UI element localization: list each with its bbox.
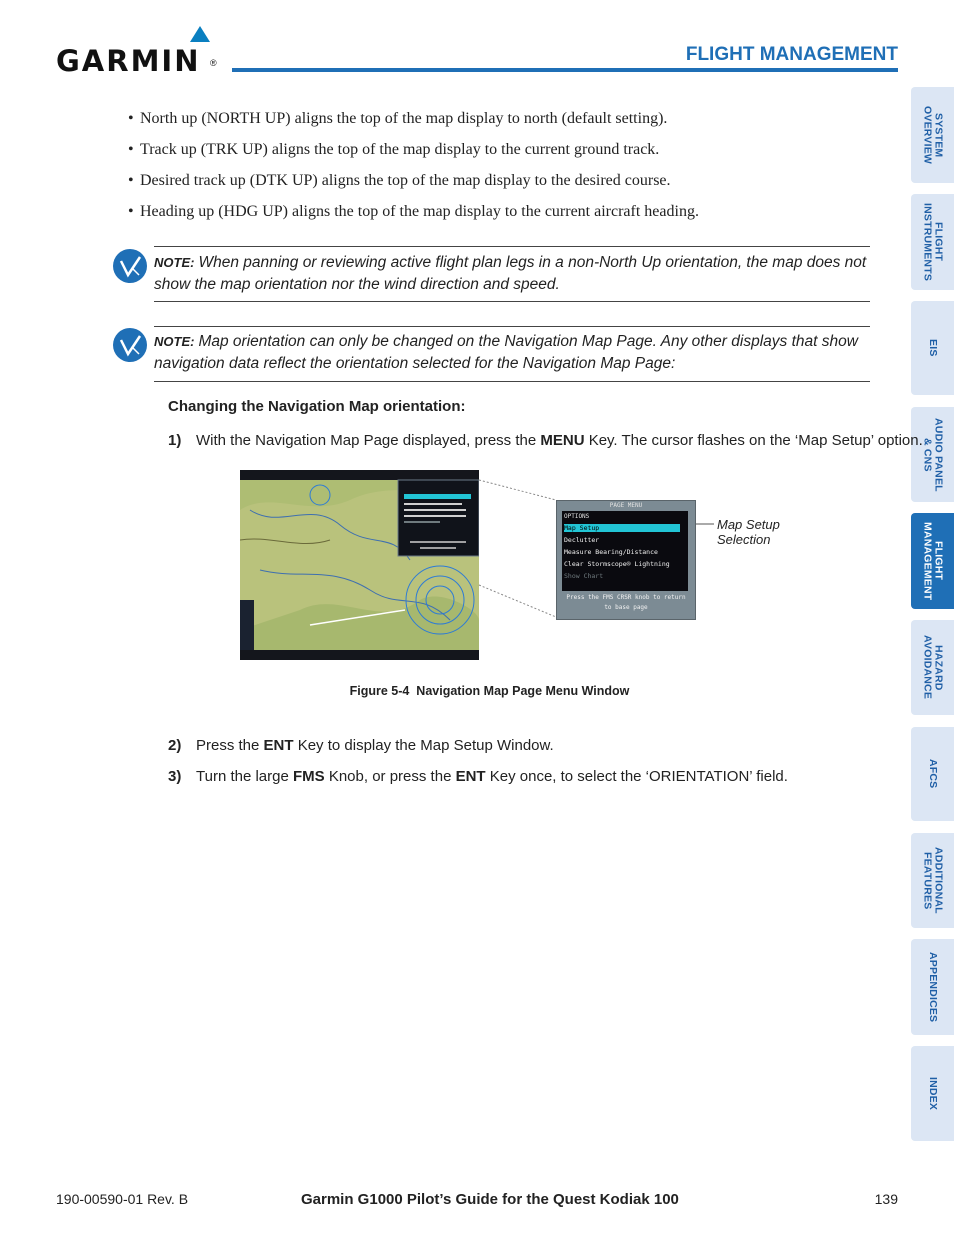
hint-line: to base page	[604, 604, 648, 611]
logo-registered-mark: ®	[210, 58, 217, 68]
list-item: • North up (NORTH UP) aligns the top of the map display to north (default setting).	[128, 110, 888, 141]
footer-title: Garmin G1000 Pilot’s Guide for the Quest Kodiak 100	[301, 1191, 679, 1208]
key-name: MENU	[540, 432, 585, 449]
step-text: Turn the large	[196, 768, 293, 785]
note-label: NOTE:	[154, 255, 195, 270]
step-number: 1)	[168, 432, 182, 449]
note-text: When panning or reviewing active flight plan legs in a non-North Up orientation, the map does not show the map orientation nor the wind direction and speed.	[154, 254, 867, 293]
figure-title: Navigation Map Page Menu Window	[416, 684, 630, 698]
step-number: 2)	[168, 737, 182, 754]
step-text: Knob, or press the	[324, 768, 456, 785]
hint-line: Press the FMS CRSR knob to return	[566, 594, 686, 601]
menu-item-clear-stormscope[interactable]: Clear Stormscope® Lightning	[564, 560, 670, 568]
menu-item-map-setup[interactable]: Map Setup	[564, 524, 680, 532]
tab-label: ADDITIONAL FEATURES	[921, 847, 945, 914]
page-menu-hint	[557, 593, 695, 613]
tab-label: SYSTEM OVERVIEW	[921, 105, 945, 164]
menu-item-show-chart: Show Chart	[564, 572, 604, 580]
options-label: OPTIONS	[564, 513, 590, 520]
procedure-heading: Changing the Navigation Map orientation:	[168, 398, 466, 415]
tab-label: FLIGHT INSTRUMENTS	[921, 202, 945, 282]
note-text: Map orientation can only be changed on the Navigation Map Page. Any other displays that show navigation data reflect the orientation selected for the Navigation Map Page:	[154, 333, 858, 372]
tab-label: APPENDICES	[927, 951, 939, 1023]
note-label: NOTE:	[154, 334, 195, 349]
key-name: ENT	[455, 768, 486, 785]
key-name: FMS	[293, 768, 325, 785]
step-text: Key to display the Map Setup Window.	[293, 737, 554, 754]
figure-caption	[0, 684, 954, 698]
footer-page-number: 139	[874, 1191, 898, 1207]
procedure-step-2	[168, 737, 554, 754]
logo-wordmark: GARMIN	[56, 44, 201, 78]
menu-item-declutter[interactable]: Declutter	[564, 536, 600, 544]
step-number: 3)	[168, 768, 182, 785]
procedure-step-3	[168, 768, 788, 785]
section-title: FLIGHT MANAGEMENT	[685, 44, 898, 65]
tab-label: HAZARD AVOIDANCE	[921, 635, 945, 700]
tab-label: FLIGHT MANAGEMENT	[921, 521, 945, 601]
tab-label: AUDIO PANEL & CNS	[921, 417, 945, 492]
page-menu-window	[556, 500, 696, 620]
figure-number: Figure 5-4	[349, 684, 410, 698]
step-text: With the Navigation Map Page displayed, press the	[196, 432, 541, 449]
list-item: • Track up (TRK UP) aligns the top of the map display to the current ground track.	[128, 141, 888, 172]
key-name: ENT	[263, 737, 294, 754]
step-text: Key once, to select the ‘ORIENTATION’ field.	[485, 768, 788, 785]
map-setup-callout: Map Setup Selection	[717, 517, 780, 547]
page-menu-options-panel	[562, 511, 688, 591]
tab-label: EIS	[927, 339, 939, 357]
step-text: Key. The cursor flashes on the ‘Map Setup’ option.	[584, 432, 923, 449]
page-menu-title: PAGE MENU	[609, 502, 643, 509]
menu-item-measure-bearing[interactable]: Measure Bearing/Distance	[564, 548, 658, 556]
tab-label: INDEX	[927, 1076, 939, 1111]
step-text: Press the	[196, 737, 264, 754]
footer-doc-number: 190-00590-01 Rev. B	[56, 1191, 189, 1207]
list-item: • Desired track up (DTK UP) aligns the top of the map display to the desired course.	[128, 172, 888, 203]
tab-label: AFCS	[927, 759, 939, 789]
list-item: • Heading up (HDG UP) aligns the top of the map display to the current aircraft heading.	[128, 203, 888, 234]
